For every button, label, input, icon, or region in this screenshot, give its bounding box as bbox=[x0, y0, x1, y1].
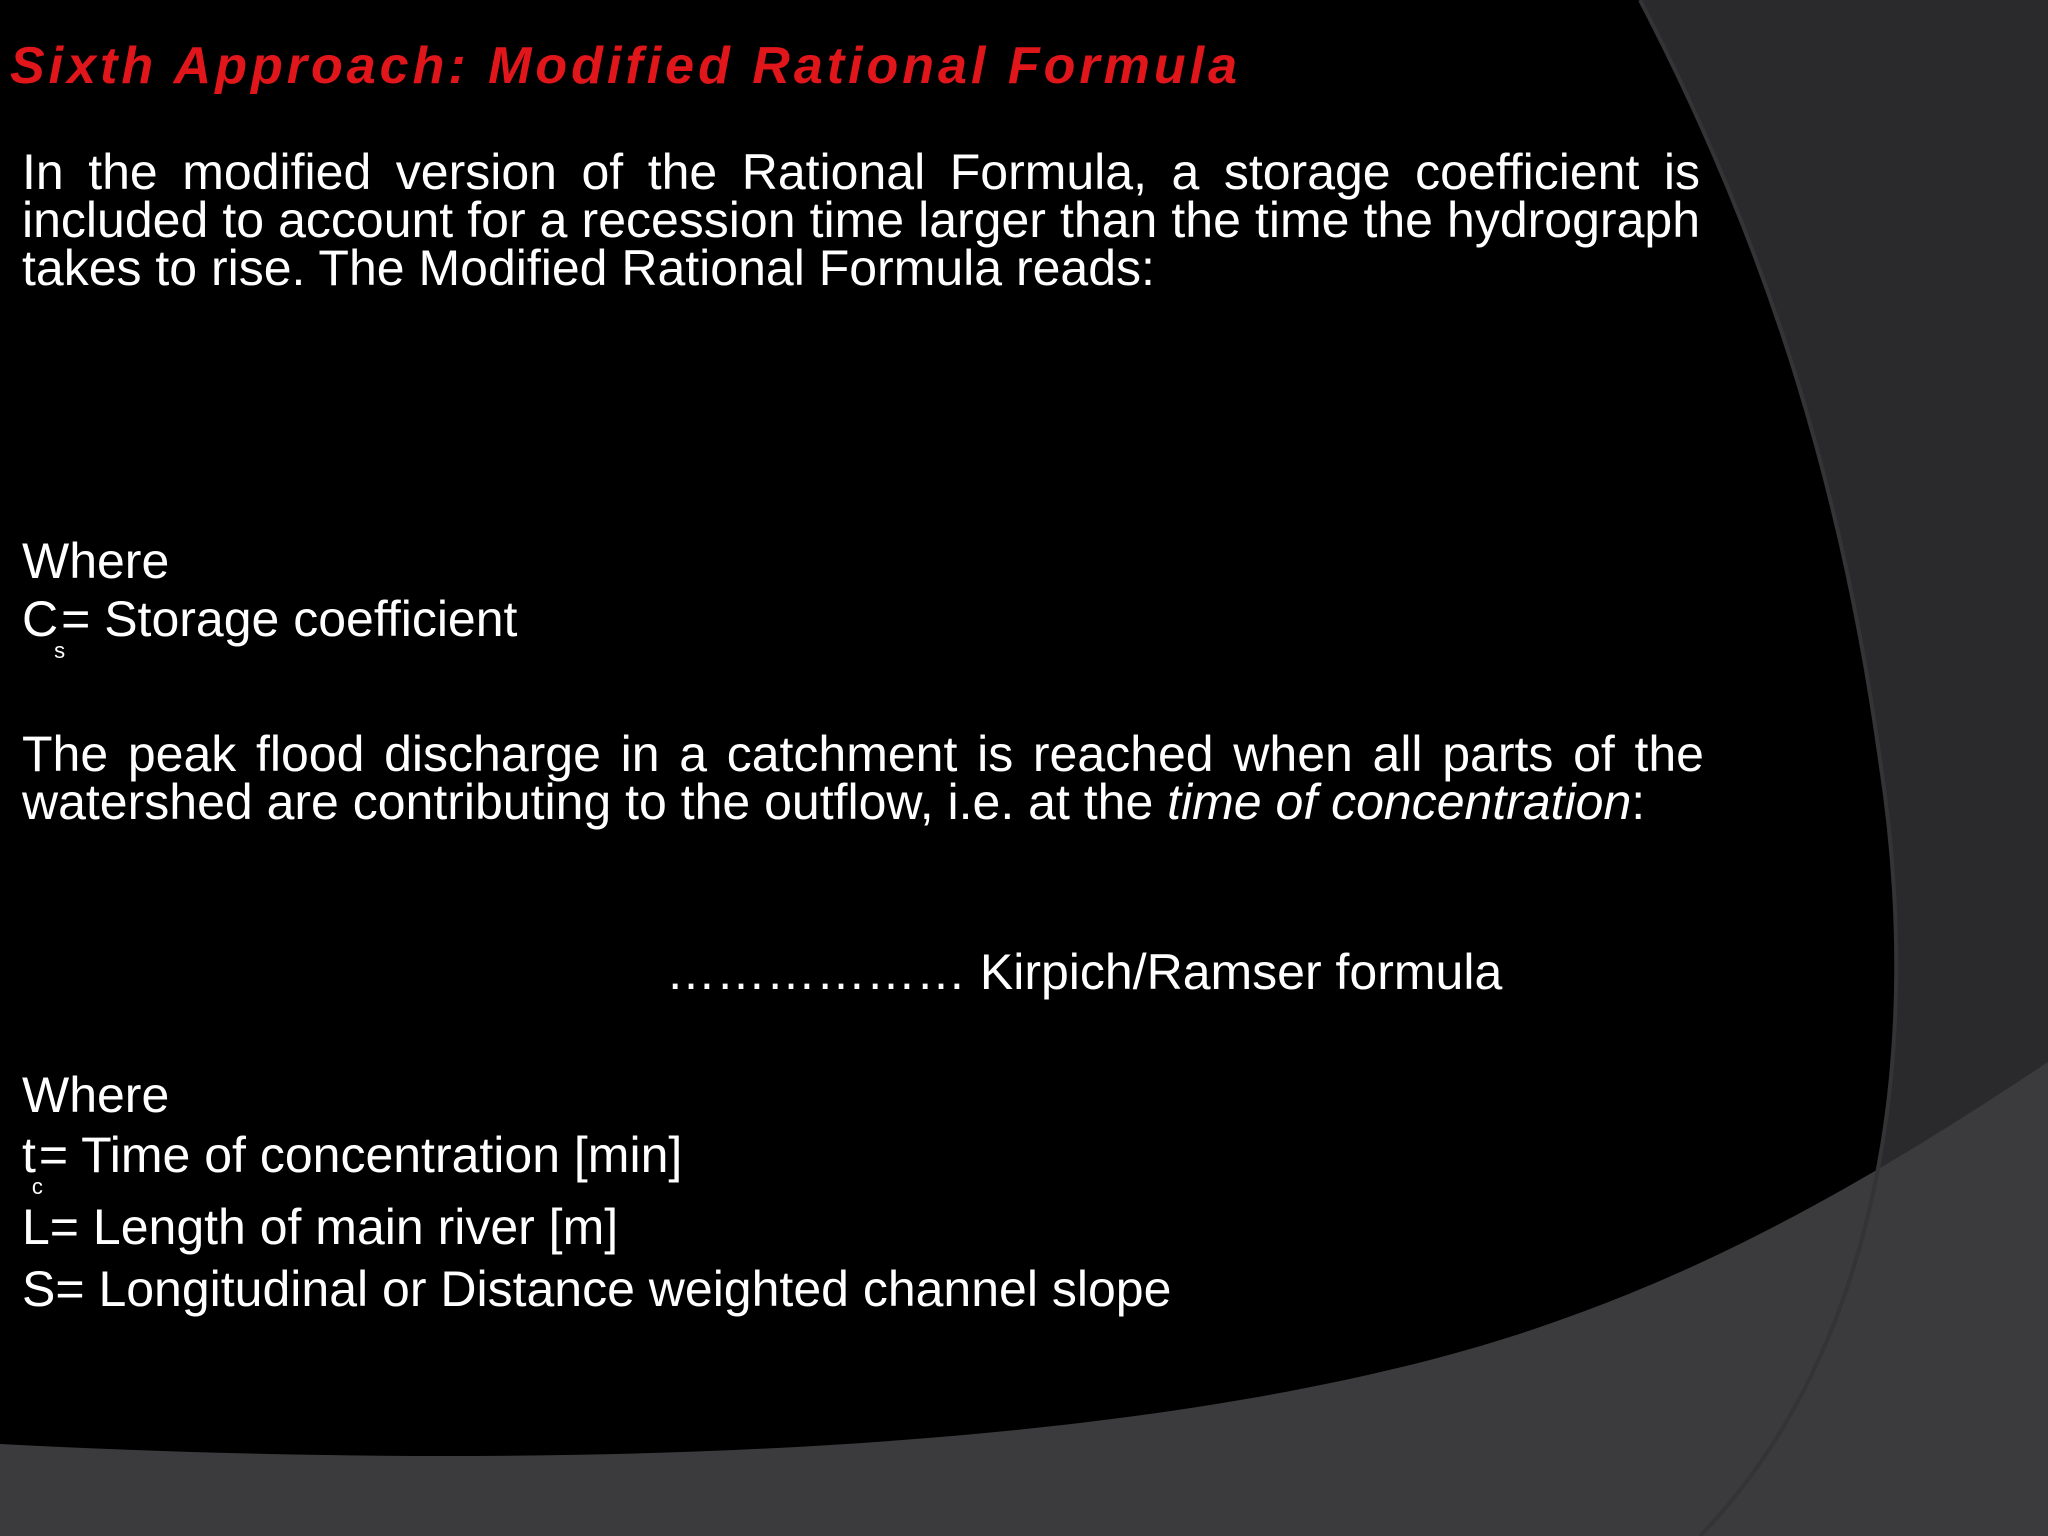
where-label-2: Where bbox=[22, 1067, 170, 1123]
where-label-1: Where bbox=[22, 533, 170, 589]
peak-text-end: : bbox=[1631, 774, 1646, 830]
peak-text-italic: time of concentration bbox=[1167, 774, 1632, 830]
cs-definition-text: = Storage coefficient bbox=[61, 591, 518, 647]
tc-definition bbox=[22, 1125, 683, 1199]
s-definition: S= Longitudinal or Distance weighted channel slope bbox=[22, 1261, 1172, 1317]
formula-label: ……………… Kirpich/Ramser formula bbox=[666, 944, 1503, 1000]
tc-subscript: c bbox=[31, 1174, 43, 1199]
cs-symbol: C bbox=[22, 591, 59, 647]
cs-definition bbox=[22, 589, 518, 663]
cs-subscript: s bbox=[54, 638, 66, 663]
peak-text-start: The peak flood discharge in a catchment is reached when all parts of the watershed are contributing to the outflow, i.e. at the bbox=[22, 726, 1704, 830]
peak-discharge-paragraph bbox=[22, 726, 1704, 830]
tc-symbol: t bbox=[22, 1127, 36, 1183]
l-definition: L= Length of main river [m] bbox=[22, 1199, 619, 1255]
tc-definition-text: = Time of concentration [min] bbox=[38, 1127, 683, 1183]
slide-title: Sixth Approach: Modified Rational Formula bbox=[10, 37, 1241, 95]
intro-paragraph: In the modified version of the Rational Formula, a storage coefficient is included to account for a recession time larger than the time the hydrograph takes to rise. The Modified Rational Formula reads: bbox=[22, 144, 1700, 296]
